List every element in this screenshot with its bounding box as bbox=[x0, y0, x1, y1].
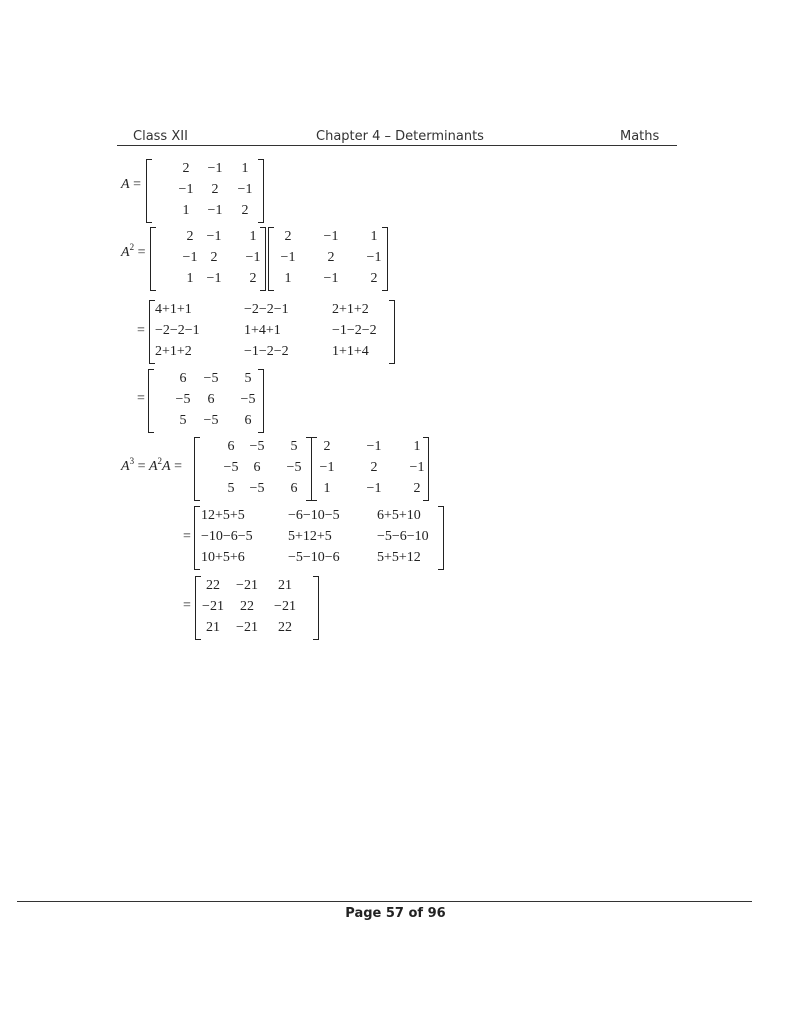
matrix-cell: 1 bbox=[182, 203, 190, 218]
matrix-cell: 1 bbox=[284, 271, 292, 286]
left-bracket bbox=[194, 506, 200, 570]
matrix-cell: −5−6−10 bbox=[377, 529, 429, 544]
matrix-cell: 1+1+4 bbox=[332, 344, 369, 359]
matrix-cell: −5 bbox=[175, 392, 191, 407]
right-bracket bbox=[438, 506, 444, 570]
equals-sign: = bbox=[137, 323, 145, 338]
matrix-cell: −1 bbox=[366, 250, 382, 265]
header-class: Class XII bbox=[133, 129, 188, 144]
matrix-a3-left bbox=[194, 435, 312, 499]
matrix-cell: −1 bbox=[207, 203, 223, 218]
matrix-cell: −1 bbox=[207, 161, 223, 176]
matrix-cell: −1 bbox=[409, 460, 425, 475]
matrix-cell: −21 bbox=[236, 578, 258, 593]
matrix-cell: 2 bbox=[370, 271, 378, 286]
matrix-cell: 6 bbox=[290, 481, 298, 496]
matrix-a3-right bbox=[311, 435, 429, 499]
matrix-cell: 2 bbox=[186, 229, 194, 244]
matrix-a2-expanded bbox=[149, 298, 395, 362]
matrix-cell: 1 bbox=[370, 229, 378, 244]
matrix-a3-expanded bbox=[194, 504, 444, 568]
label-a: A = bbox=[121, 177, 141, 192]
matrix-cell: −1 bbox=[182, 250, 198, 265]
matrix-cell: −21 bbox=[274, 599, 296, 614]
matrix-cell: 2 bbox=[370, 460, 378, 475]
matrix-cell: 5 bbox=[179, 413, 187, 428]
matrix-cell: −2−2−1 bbox=[155, 323, 200, 338]
matrix-cell: 1 bbox=[413, 439, 421, 454]
footer-rule bbox=[17, 901, 752, 902]
matrix-cell: −1 bbox=[206, 271, 222, 286]
matrix-cell: −5 bbox=[203, 413, 219, 428]
matrix-cell: 2 bbox=[182, 161, 190, 176]
matrix-cell: −5−10−6 bbox=[288, 550, 340, 565]
matrix-a3-result bbox=[195, 574, 319, 638]
matrix-cell: −5 bbox=[203, 371, 219, 386]
matrix-cell: 1 bbox=[241, 161, 249, 176]
matrix-a2-result bbox=[148, 367, 264, 431]
equals-sign: = bbox=[183, 598, 191, 613]
header-chapter: Chapter 4 – Determinants bbox=[316, 129, 484, 144]
matrix-cell: 2 bbox=[323, 439, 331, 454]
matrix-cell: 21 bbox=[206, 620, 220, 635]
matrix-cell: 22 bbox=[206, 578, 220, 593]
matrix-cell: 4+1+1 bbox=[155, 302, 192, 317]
page-number: Page 57 of 96 bbox=[345, 906, 446, 921]
matrix-cell: 10+5+6 bbox=[201, 550, 245, 565]
matrix-cell: 21 bbox=[278, 578, 292, 593]
matrix-cell: 2 bbox=[327, 250, 335, 265]
matrix-cell: 5 bbox=[244, 371, 252, 386]
matrix-cell: −1 bbox=[319, 460, 335, 475]
matrix-cell: 2 bbox=[249, 271, 257, 286]
matrix-cell: 1 bbox=[249, 229, 257, 244]
matrix-cell: −1 bbox=[366, 481, 382, 496]
matrix-cell: 2+1+2 bbox=[155, 344, 192, 359]
label-a-squared: $A^2$ = bbox=[121, 242, 146, 260]
left-bracket bbox=[146, 159, 152, 223]
matrix-cell: −1 bbox=[237, 182, 253, 197]
matrix-cell: −1 bbox=[323, 271, 339, 286]
matrix-cell: 2 bbox=[284, 229, 292, 244]
matrix-cell: 5+12+5 bbox=[288, 529, 332, 544]
equals-sign: = bbox=[137, 391, 145, 406]
matrix-cell: 5 bbox=[227, 481, 235, 496]
matrix-cell: 5+5+12 bbox=[377, 550, 421, 565]
left-bracket bbox=[150, 227, 156, 291]
matrix-cell: −1 bbox=[323, 229, 339, 244]
matrix-cell: 6 bbox=[253, 460, 261, 475]
label-a-cubed: $A^3 = A^2A$ = bbox=[121, 456, 182, 474]
matrix-cell: −6−10−5 bbox=[288, 508, 340, 523]
matrix-cell: −1 bbox=[206, 229, 222, 244]
matrix-cell: −5 bbox=[223, 460, 239, 475]
matrix-cell: −5 bbox=[240, 392, 256, 407]
matrix-cell: 6 bbox=[179, 371, 187, 386]
matrix-cell: −5 bbox=[286, 460, 302, 475]
matrix-cell: −1 bbox=[245, 250, 261, 265]
matrix-cell: −1 bbox=[366, 439, 382, 454]
matrix-cell: −5 bbox=[249, 481, 265, 496]
matrix-cell: 2 bbox=[241, 203, 249, 218]
matrix-cell: −21 bbox=[236, 620, 258, 635]
matrix-cell: 22 bbox=[278, 620, 292, 635]
matrix-cell: −2−2−1 bbox=[244, 302, 289, 317]
matrix-a2-left bbox=[150, 225, 266, 289]
header-subject: Maths bbox=[620, 129, 660, 144]
matrix-a2-right bbox=[268, 225, 388, 289]
matrix-cell: 1 bbox=[323, 481, 331, 496]
matrix-cell: 1+4+1 bbox=[244, 323, 281, 338]
matrix-cell: −1−2−2 bbox=[244, 344, 289, 359]
matrix-cell: −1−2−2 bbox=[332, 323, 377, 338]
header-rule bbox=[117, 145, 677, 146]
matrix-cell: 2 bbox=[211, 182, 219, 197]
matrix-cell: 5 bbox=[290, 439, 298, 454]
matrix-cell: −10−6−5 bbox=[201, 529, 253, 544]
matrix-cell: −5 bbox=[249, 439, 265, 454]
left-bracket bbox=[194, 437, 200, 501]
matrix-cell: 22 bbox=[240, 599, 254, 614]
matrix-cell: −21 bbox=[202, 599, 224, 614]
matrix-cell: 2 bbox=[210, 250, 218, 265]
matrix-a bbox=[146, 157, 264, 221]
matrix-cell: 12+5+5 bbox=[201, 508, 245, 523]
matrix-cell: −1 bbox=[178, 182, 194, 197]
matrix-cell: 6 bbox=[227, 439, 235, 454]
matrix-cell: −1 bbox=[280, 250, 296, 265]
matrix-cell: 2 bbox=[413, 481, 421, 496]
matrix-cell: 6 bbox=[207, 392, 215, 407]
matrix-cell: 1 bbox=[186, 271, 194, 286]
matrix-cell: 2+1+2 bbox=[332, 302, 369, 317]
equals-sign: = bbox=[183, 529, 191, 544]
matrix-cell: 6 bbox=[244, 413, 252, 428]
matrix-cell: 6+5+10 bbox=[377, 508, 421, 523]
